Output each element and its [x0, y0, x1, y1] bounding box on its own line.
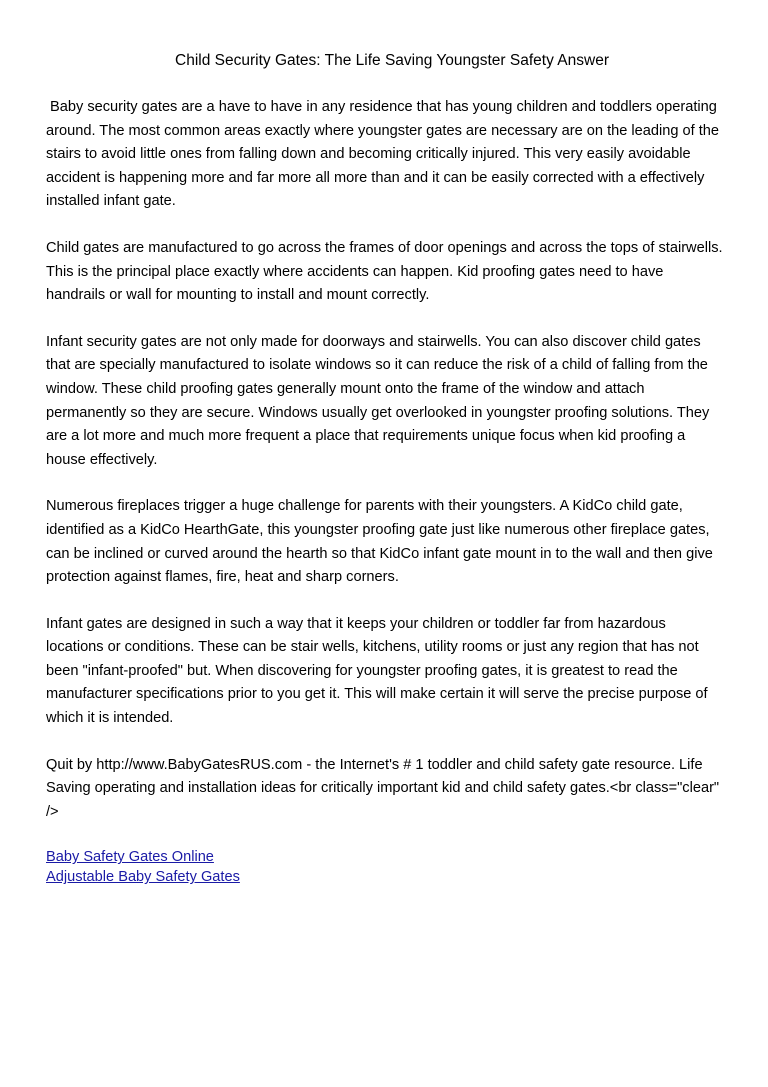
paragraph-2: Child gates are manufactured to go across the frames of door openings and across the tops of stairwells. This is the principal place exactly where accidents can happen. Kid proofing gates need to have handrails or wall for mounting to install and mount correctly.: [46, 239, 723, 304]
link-adjustable-baby-safety-gates[interactable]: Adjustable Baby Safety Gates: [46, 869, 240, 886]
document-title: Child Security Gates: The Life Saving Youngster Safety Answer: [175, 52, 609, 69]
paragraph-1: Baby security gates are a have to have in any residence that has young children and toddlers operating around. The most common areas exactly where youngster gates are necessary are on the leading of the stairs to avoid little ones from falling down and becoming critically injured. This very easily avoidable accident is happening more and far more all more than and it can be easily corrected with a effectively installed infant gate.: [46, 99, 720, 210]
link-baby-safety-gates-online[interactable]: Baby Safety Gates Online: [46, 849, 214, 866]
paragraph-3: Infant security gates are not only made for doorways and stairwells. You can also discover child gates that are specially manufactured to isolate windows so it can reduce the risk of a child of falling from the window. These child proofing gates generally mount onto the frame of the window and attach permanently so they are secure. Windows usually get overlooked in youngster proofing solutions. They are a lot more and much more frequent a place that requirements unique focus when kid proofing a house effectively.: [46, 333, 710, 468]
paragraph-4: Numerous fireplaces trigger a huge challenge for parents with their youngsters. A KidCo child gate, identified as a KidCo HearthGate, this youngster proofing gate just like numerous other fireplace gates, can be inclined or curved around the hearth so that KidCo infant gate mount in to the wall and then give protection against flames, fire, heat and sharp corners.: [46, 498, 713, 586]
document-page: [46, 50, 726, 887]
paragraph-6: Quit by http://www.BabyGatesRUS.com - the Internet's # 1 toddler and child safety gate resource. Life Saving operating and installation ideas for critically important kid and child safety gates.<br class="clear" />: [46, 756, 720, 820]
paragraph-5: Infant gates are designed in such a way that it keeps your children or toddler far from hazardous locations or conditions. These can be stair wells, kitchens, utility rooms or just any region that has not been "infant-proofed" but. When discovering for youngster proofing gates, it is greatest to read the manufacturer specifications prior to you get it. This will make certain it will serve the precise purpose of which it is intended.: [46, 615, 708, 727]
link-list: [46, 847, 726, 887]
